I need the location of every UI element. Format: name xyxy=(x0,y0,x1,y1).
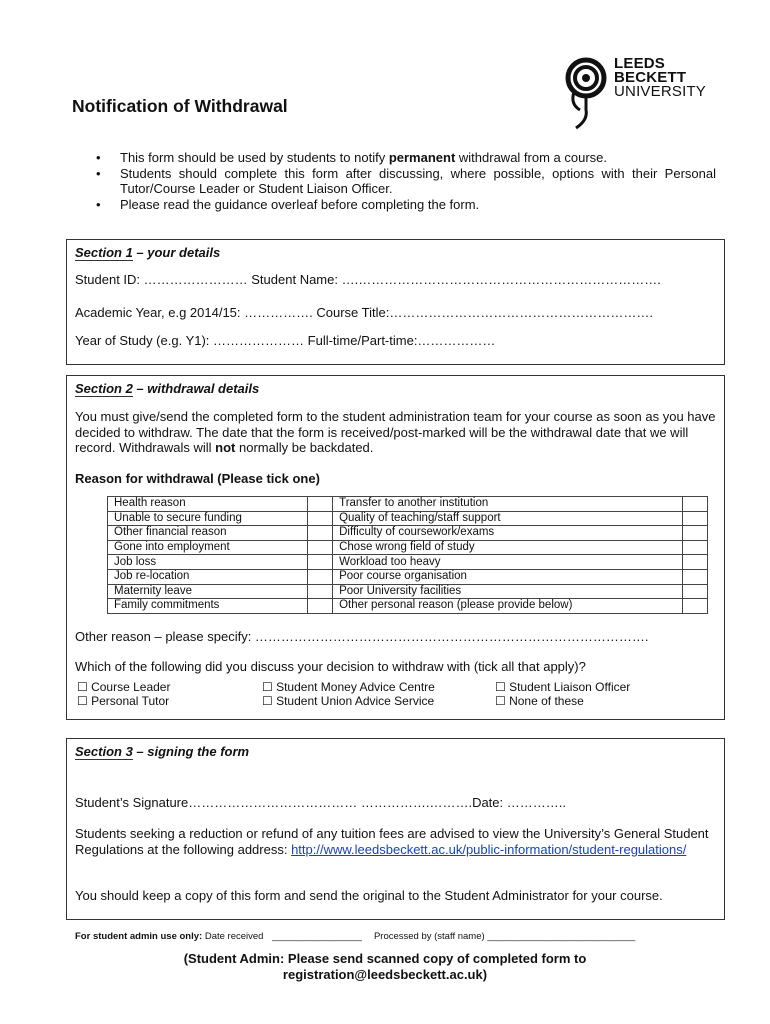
money-advice-checkbox[interactable]: ☐ Student Money Advice Centre xyxy=(262,680,435,694)
academic-year-course-row[interactable]: Academic Year, e.g 2014/15: ……………. Course Title:……………………………………………………. xyxy=(75,305,653,320)
intro-bullet: • Please read the guidance overleaf before completing the form. xyxy=(96,197,716,213)
checkbox-icon: ☐ xyxy=(495,694,510,708)
reason-right-tick-box[interactable] xyxy=(683,569,708,584)
fees-notice: Students seeking a reduction or refund of any tuition fees are advised to view the University’s General Student Regulations at the following address: http://www.leedsbeckett.ac.uk/public-information/student-regulations/ xyxy=(75,826,709,857)
university-logo xyxy=(564,52,724,132)
reason-right-tick-box[interactable] xyxy=(683,511,708,526)
student-id-name-row[interactable]: Student ID: …………………… Student Name: ….……………………………………………………………. xyxy=(75,272,661,287)
reason-right-label: Transfer to another institution xyxy=(333,497,683,512)
checkbox-icon: ☐ xyxy=(495,680,510,694)
reason-left-tick-box[interactable] xyxy=(308,511,333,526)
discuss-question: Which of the following did you discuss your decision to withdraw with (tick all that apply)? xyxy=(75,659,586,674)
date-received-field[interactable]: _________________ xyxy=(269,931,362,942)
reason-left-label: Health reason xyxy=(108,497,308,512)
reason-left-label: Family commitments xyxy=(108,599,308,614)
reason-left-tick-box[interactable] xyxy=(308,526,333,541)
course-leader-checkbox[interactable]: ☐ Course Leader xyxy=(77,680,171,694)
page-title: Notification of Withdrawal xyxy=(72,96,288,116)
reason-left-label: Other financial reason xyxy=(108,526,308,541)
signature-date-field[interactable]: Student’s Signature………………………………… …………….……….Date: ………….. xyxy=(75,795,566,810)
reason-left-label: Unable to secure funding xyxy=(108,511,308,526)
reason-right-tick-box[interactable] xyxy=(683,497,708,512)
section-2-withdrawal-details xyxy=(66,375,725,720)
reason-left-tick-box[interactable] xyxy=(308,599,333,614)
admin-footer-note: (Student Admin: Please send scanned copy of completed form to registration@leedsbeckett.ac.uk) xyxy=(183,951,587,982)
checkbox-icon: ☐ xyxy=(77,680,92,694)
reason-right-tick-box[interactable] xyxy=(683,526,708,541)
none-of-these-checkbox[interactable]: ☐ None of these xyxy=(495,694,584,708)
processed-by-field[interactable]: ____________________________ xyxy=(484,931,636,942)
year-of-study-mode-row[interactable]: Year of Study (e.g. Y1): ………………… Full-time/Part-time:……………… xyxy=(75,333,496,348)
reason-right-label: Quality of teaching/staff support xyxy=(333,511,683,526)
regulations-link[interactable]: http://www.leedsbeckett.ac.uk/public-information/student-regulations/ xyxy=(291,841,687,857)
reason-right-label: Poor course organisation xyxy=(333,569,683,584)
union-advice-checkbox[interactable]: ☐ Student Union Advice Service xyxy=(262,694,435,708)
reason-left-tick-box[interactable] xyxy=(308,540,333,555)
reason-right-label: Poor University facilities xyxy=(333,584,683,599)
reason-right-tick-box[interactable] xyxy=(683,540,708,555)
reason-row xyxy=(108,569,708,584)
admin-use-row: For student admin use only: Date received _________________ Processed by (staff name) ____________________________ xyxy=(75,931,636,942)
reason-left-label: Gone into employment xyxy=(108,540,308,555)
rose-emblem-icon xyxy=(564,52,614,132)
copy-note: You should keep a copy of this form and send the original to the Student Administrator for your course. xyxy=(75,888,663,903)
reason-left-tick-box[interactable] xyxy=(308,497,333,512)
reason-row xyxy=(108,540,708,555)
reason-left-label: Job loss xyxy=(108,555,308,570)
intro-bullets xyxy=(96,150,716,212)
reason-row xyxy=(108,511,708,526)
reason-left-tick-box[interactable] xyxy=(308,584,333,599)
reason-right-tick-box[interactable] xyxy=(683,584,708,599)
personal-tutor-checkbox[interactable]: ☐ Personal Tutor xyxy=(77,694,170,708)
checkbox-icon: ☐ xyxy=(262,694,277,708)
other-reason-field[interactable]: Other reason – please specify: ………………………………………………………………………………. xyxy=(75,629,649,644)
logo-wordmark: LEEDS BECKETT UNIVERSITY xyxy=(614,55,707,100)
liaison-officer-checkbox[interactable]: ☐ Student Liaison Officer xyxy=(495,680,631,694)
reason-row xyxy=(108,497,708,512)
reason-right-tick-box[interactable] xyxy=(683,599,708,614)
reason-row xyxy=(108,526,708,541)
reason-left-tick-box[interactable] xyxy=(308,569,333,584)
reason-row xyxy=(108,584,708,599)
reason-right-label: Other personal reason (please provide below) xyxy=(333,599,683,614)
section-2-heading: Section 2 – withdrawal details xyxy=(75,381,260,396)
reason-right-label: Workload too heavy xyxy=(333,555,683,570)
reason-right-label: Difficulty of coursework/exams xyxy=(333,526,683,541)
submission-instructions: You must give/send the completed form to the student administration team for your course as soon as you have decided to withdraw. The date that the form is received/post-marked will be the withdrawal date that we will record. Withdrawals will not normally be backdated. xyxy=(75,409,716,455)
section-3-signing xyxy=(66,738,725,920)
intro-bullet: • Students should complete this form after discussing, where possible, options with their Personal Tutor/Course Leader or Student Liaison Officer. xyxy=(96,166,716,197)
reason-left-label: Maternity leave xyxy=(108,584,308,599)
reason-right-tick-box[interactable] xyxy=(683,555,708,570)
reason-right-label: Chose wrong field of study xyxy=(333,540,683,555)
reasons-table xyxy=(107,496,708,614)
reason-left-label: Job re-location xyxy=(108,569,308,584)
reason-row xyxy=(108,599,708,614)
reason-row xyxy=(108,555,708,570)
section-3-heading: Section 3 – signing the form xyxy=(75,744,250,759)
reason-left-tick-box[interactable] xyxy=(308,555,333,570)
checkbox-icon: ☐ xyxy=(77,694,92,708)
reason-heading: Reason for withdrawal (Please tick one) xyxy=(75,471,320,486)
checkbox-icon: ☐ xyxy=(262,680,277,694)
intro-bullet: • This form should be used by students to notify permanent withdrawal from a course. xyxy=(96,150,716,166)
section-1-heading: Section 1 – your details xyxy=(75,245,221,260)
section-1-your-details xyxy=(66,239,725,365)
